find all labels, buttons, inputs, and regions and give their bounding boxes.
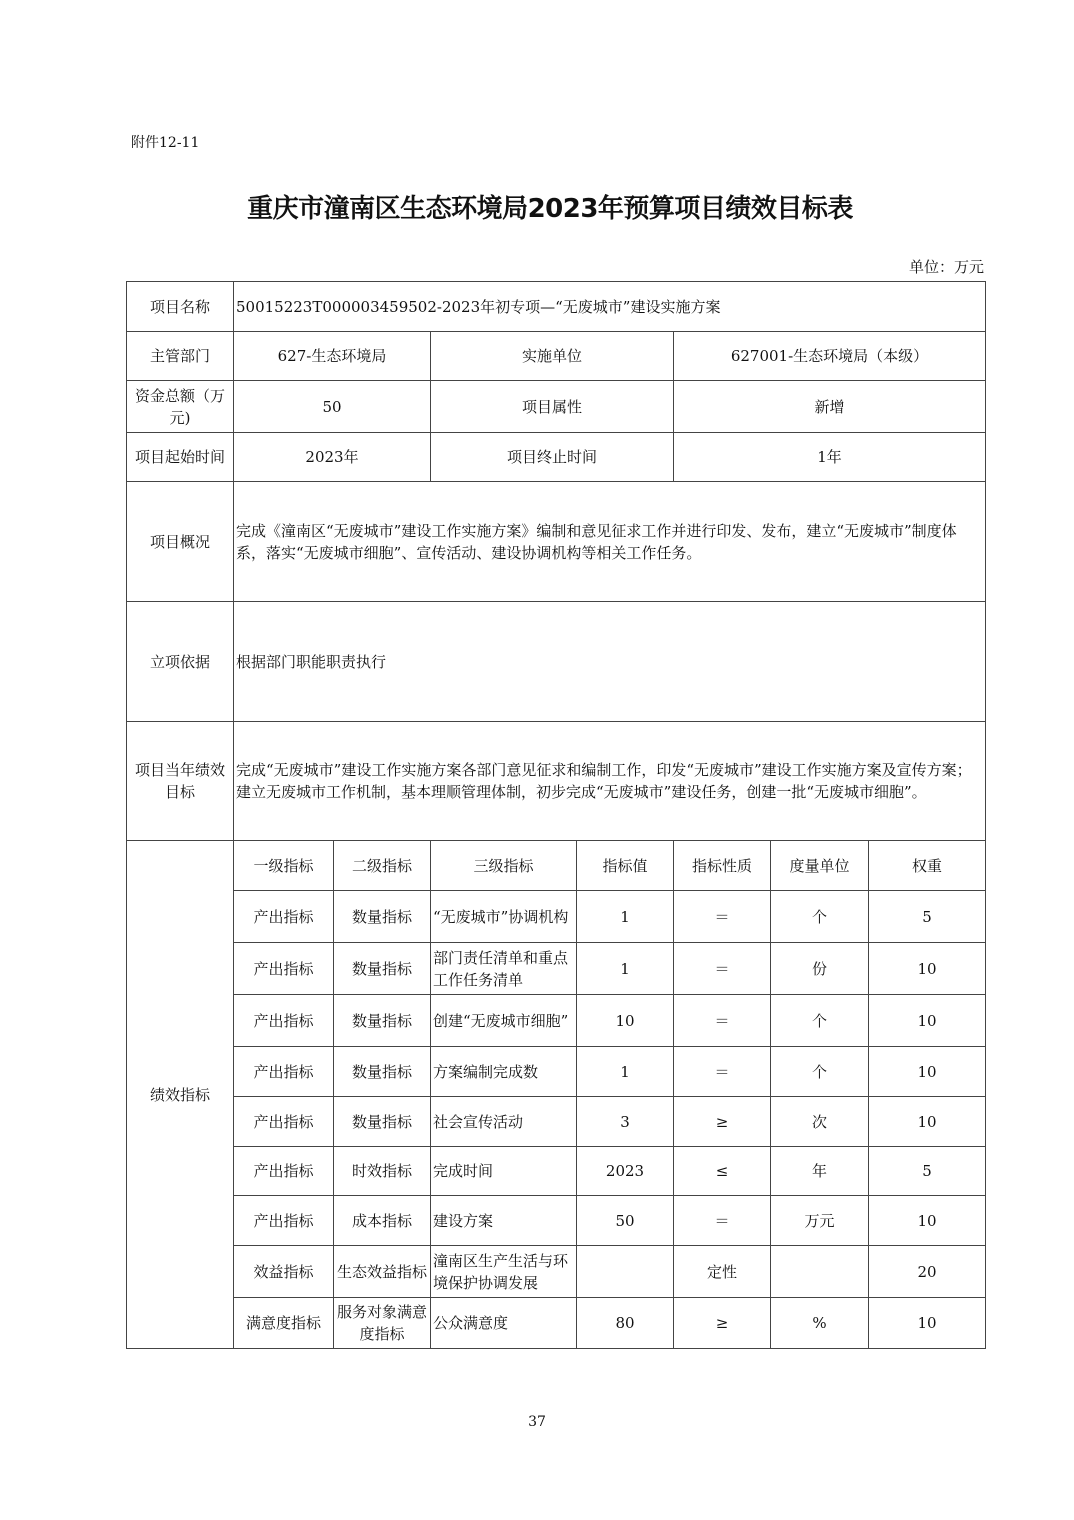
indicator-cell: ＝ [674, 1196, 771, 1246]
indicator-header: 权重 [869, 841, 986, 891]
indicator-row [127, 943, 986, 995]
indicator-cell: 产出指标 [234, 1147, 334, 1196]
page-title: 重庆市潼南区生态环境局2023年预算项目绩效目标表 [247, 194, 853, 224]
indicator-header: 度量单位 [771, 841, 869, 891]
indicator-row [127, 1246, 986, 1298]
unit-label: 单位：万元 [908, 258, 984, 276]
indicator-cell: ＝ [674, 891, 771, 943]
indicator-cell: 数量指标 [334, 1097, 431, 1147]
indicator-row [127, 1196, 986, 1246]
indicator-cell: ≥ [674, 1097, 771, 1147]
indicator-cell: 潼南区生产生活与环境保护协调发展 [431, 1246, 577, 1298]
performance-table [126, 281, 986, 1349]
end-label: 项目终止时间 [431, 433, 674, 482]
indicator-cell: 生态效益指标 [334, 1246, 431, 1298]
indicator-cell: 10 [577, 995, 674, 1047]
indicator-cell: 5 [869, 891, 986, 943]
indicator-cell [771, 1246, 869, 1298]
indicator-cell: 10 [869, 995, 986, 1047]
indicator-cell: ＝ [674, 943, 771, 995]
basis-label: 立项依据 [127, 602, 234, 722]
dept-value: 627-生态环境局 [234, 332, 431, 381]
indicator-cell: ＝ [674, 995, 771, 1047]
indicator-cell: % [771, 1298, 869, 1349]
goal-value: 完成“无废城市”建设工作实施方案各部门意见征求和编制工作，印发“无废城市”建设工作实施方案及宣传方案；建立无废城市工作机制，基本理顺管理体制，初步完成“无废城市”建设任务，创建一批“无废城市细胞”。 [234, 722, 986, 841]
attr-value: 新增 [674, 381, 986, 433]
indicator-cell: 年 [771, 1147, 869, 1196]
dept-label: 主管部门 [127, 332, 234, 381]
indicator-cell: 效益指标 [234, 1246, 334, 1298]
indicator-cell: 产出指标 [234, 1097, 334, 1147]
indicator-cell: 建设方案 [431, 1196, 577, 1246]
start-label: 项目起始时间 [127, 433, 234, 482]
indicator-cell: 产出指标 [234, 995, 334, 1047]
fund-value: 50 [234, 381, 431, 433]
indicator-row [127, 891, 986, 943]
indicator-cell: 时效指标 [334, 1147, 431, 1196]
indicators-section-label: 绩效指标 [127, 841, 234, 1349]
indicator-cell: 10 [869, 1196, 986, 1246]
indicator-cell: 满意度指标 [234, 1298, 334, 1349]
indicator-cell: 方案编制完成数 [431, 1047, 577, 1097]
indicator-cell: 产出指标 [234, 891, 334, 943]
indicator-cell: 10 [869, 1097, 986, 1147]
indicator-cell: 2023 [577, 1147, 674, 1196]
start-value: 2023年 [234, 433, 431, 482]
indicator-cell: 次 [771, 1097, 869, 1147]
indicator-cell: 50 [577, 1196, 674, 1246]
attachment-label: 附件12-11 [131, 135, 200, 151]
indicator-cell: 服务对象满意度指标 [334, 1298, 431, 1349]
indicator-cell: 个 [771, 995, 869, 1047]
indicator-cell: 3 [577, 1097, 674, 1147]
basis-value: 根据部门职能职责执行 [234, 602, 986, 722]
indicator-cell: 产出指标 [234, 1196, 334, 1246]
indicator-cell: 完成时间 [431, 1147, 577, 1196]
indicator-cell: 10 [869, 1298, 986, 1349]
indicator-cell: 成本指标 [334, 1196, 431, 1246]
indicator-row [127, 1097, 986, 1147]
indicator-cell: 产出指标 [234, 1047, 334, 1097]
indicator-cell: ＝ [674, 1047, 771, 1097]
indicator-cell: 10 [869, 1047, 986, 1097]
indicator-header: 二级指标 [334, 841, 431, 891]
indicator-cell: 个 [771, 891, 869, 943]
indicator-cell: 万元 [771, 1196, 869, 1246]
page-number: 37 [528, 1414, 546, 1430]
goal-label: 项目当年绩效目标 [127, 722, 234, 841]
attr-label: 项目属性 [431, 381, 674, 433]
indicator-cell: 个 [771, 1047, 869, 1097]
indicator-cell: 20 [869, 1246, 986, 1298]
indicator-cell: 1 [577, 943, 674, 995]
indicator-cell: “无废城市”协调机构 [431, 891, 577, 943]
name-label: 项目名称 [127, 282, 234, 332]
indicator-cell: 社会宣传活动 [431, 1097, 577, 1147]
indicator-cell: 5 [869, 1147, 986, 1196]
indicator-row [127, 1147, 986, 1196]
indicator-row [127, 1047, 986, 1097]
indicator-cell: ≥ [674, 1298, 771, 1349]
impl-label: 实施单位 [431, 332, 674, 381]
indicator-row [127, 995, 986, 1047]
indicator-header: 指标性质 [674, 841, 771, 891]
indicator-header: 一级指标 [234, 841, 334, 891]
indicator-cell: 定性 [674, 1246, 771, 1298]
end-value: 1年 [674, 433, 986, 482]
indicator-cell: 数量指标 [334, 1047, 431, 1097]
indicator-cell: 公众满意度 [431, 1298, 577, 1349]
indicator-cell [577, 1246, 674, 1298]
indicator-row [127, 1298, 986, 1349]
indicator-cell: 数量指标 [334, 891, 431, 943]
name-value: 50015223T000003459502-2023年初专项—“无废城市”建设实施方案 [234, 282, 986, 332]
indicator-cell: 数量指标 [334, 995, 431, 1047]
indicator-header: 指标值 [577, 841, 674, 891]
impl-value: 627001-生态环境局（本级） [674, 332, 986, 381]
indicator-cell: 1 [577, 891, 674, 943]
indicator-cell: 产出指标 [234, 943, 334, 995]
overview-label: 项目概况 [127, 482, 234, 602]
indicator-header: 三级指标 [431, 841, 577, 891]
indicator-cell: 1 [577, 1047, 674, 1097]
fund-label: 资金总额（万元) [127, 381, 234, 433]
indicator-cell: 10 [869, 943, 986, 995]
indicator-cell: 份 [771, 943, 869, 995]
indicator-cell: 数量指标 [334, 943, 431, 995]
indicator-cell: 部门责任清单和重点工作任务清单 [431, 943, 577, 995]
indicator-cell: 80 [577, 1298, 674, 1349]
indicator-cell: ≤ [674, 1147, 771, 1196]
overview-value: 完成《潼南区“无废城市”建设工作实施方案》编制和意见征求工作并进行印发、发布，建立“无废城市”制度体系，落实“无废城市细胞”、宣传活动、建设协调机构等相关工作任务。 [234, 482, 986, 602]
indicator-cell: 创建“无废城市细胞” [431, 995, 577, 1047]
